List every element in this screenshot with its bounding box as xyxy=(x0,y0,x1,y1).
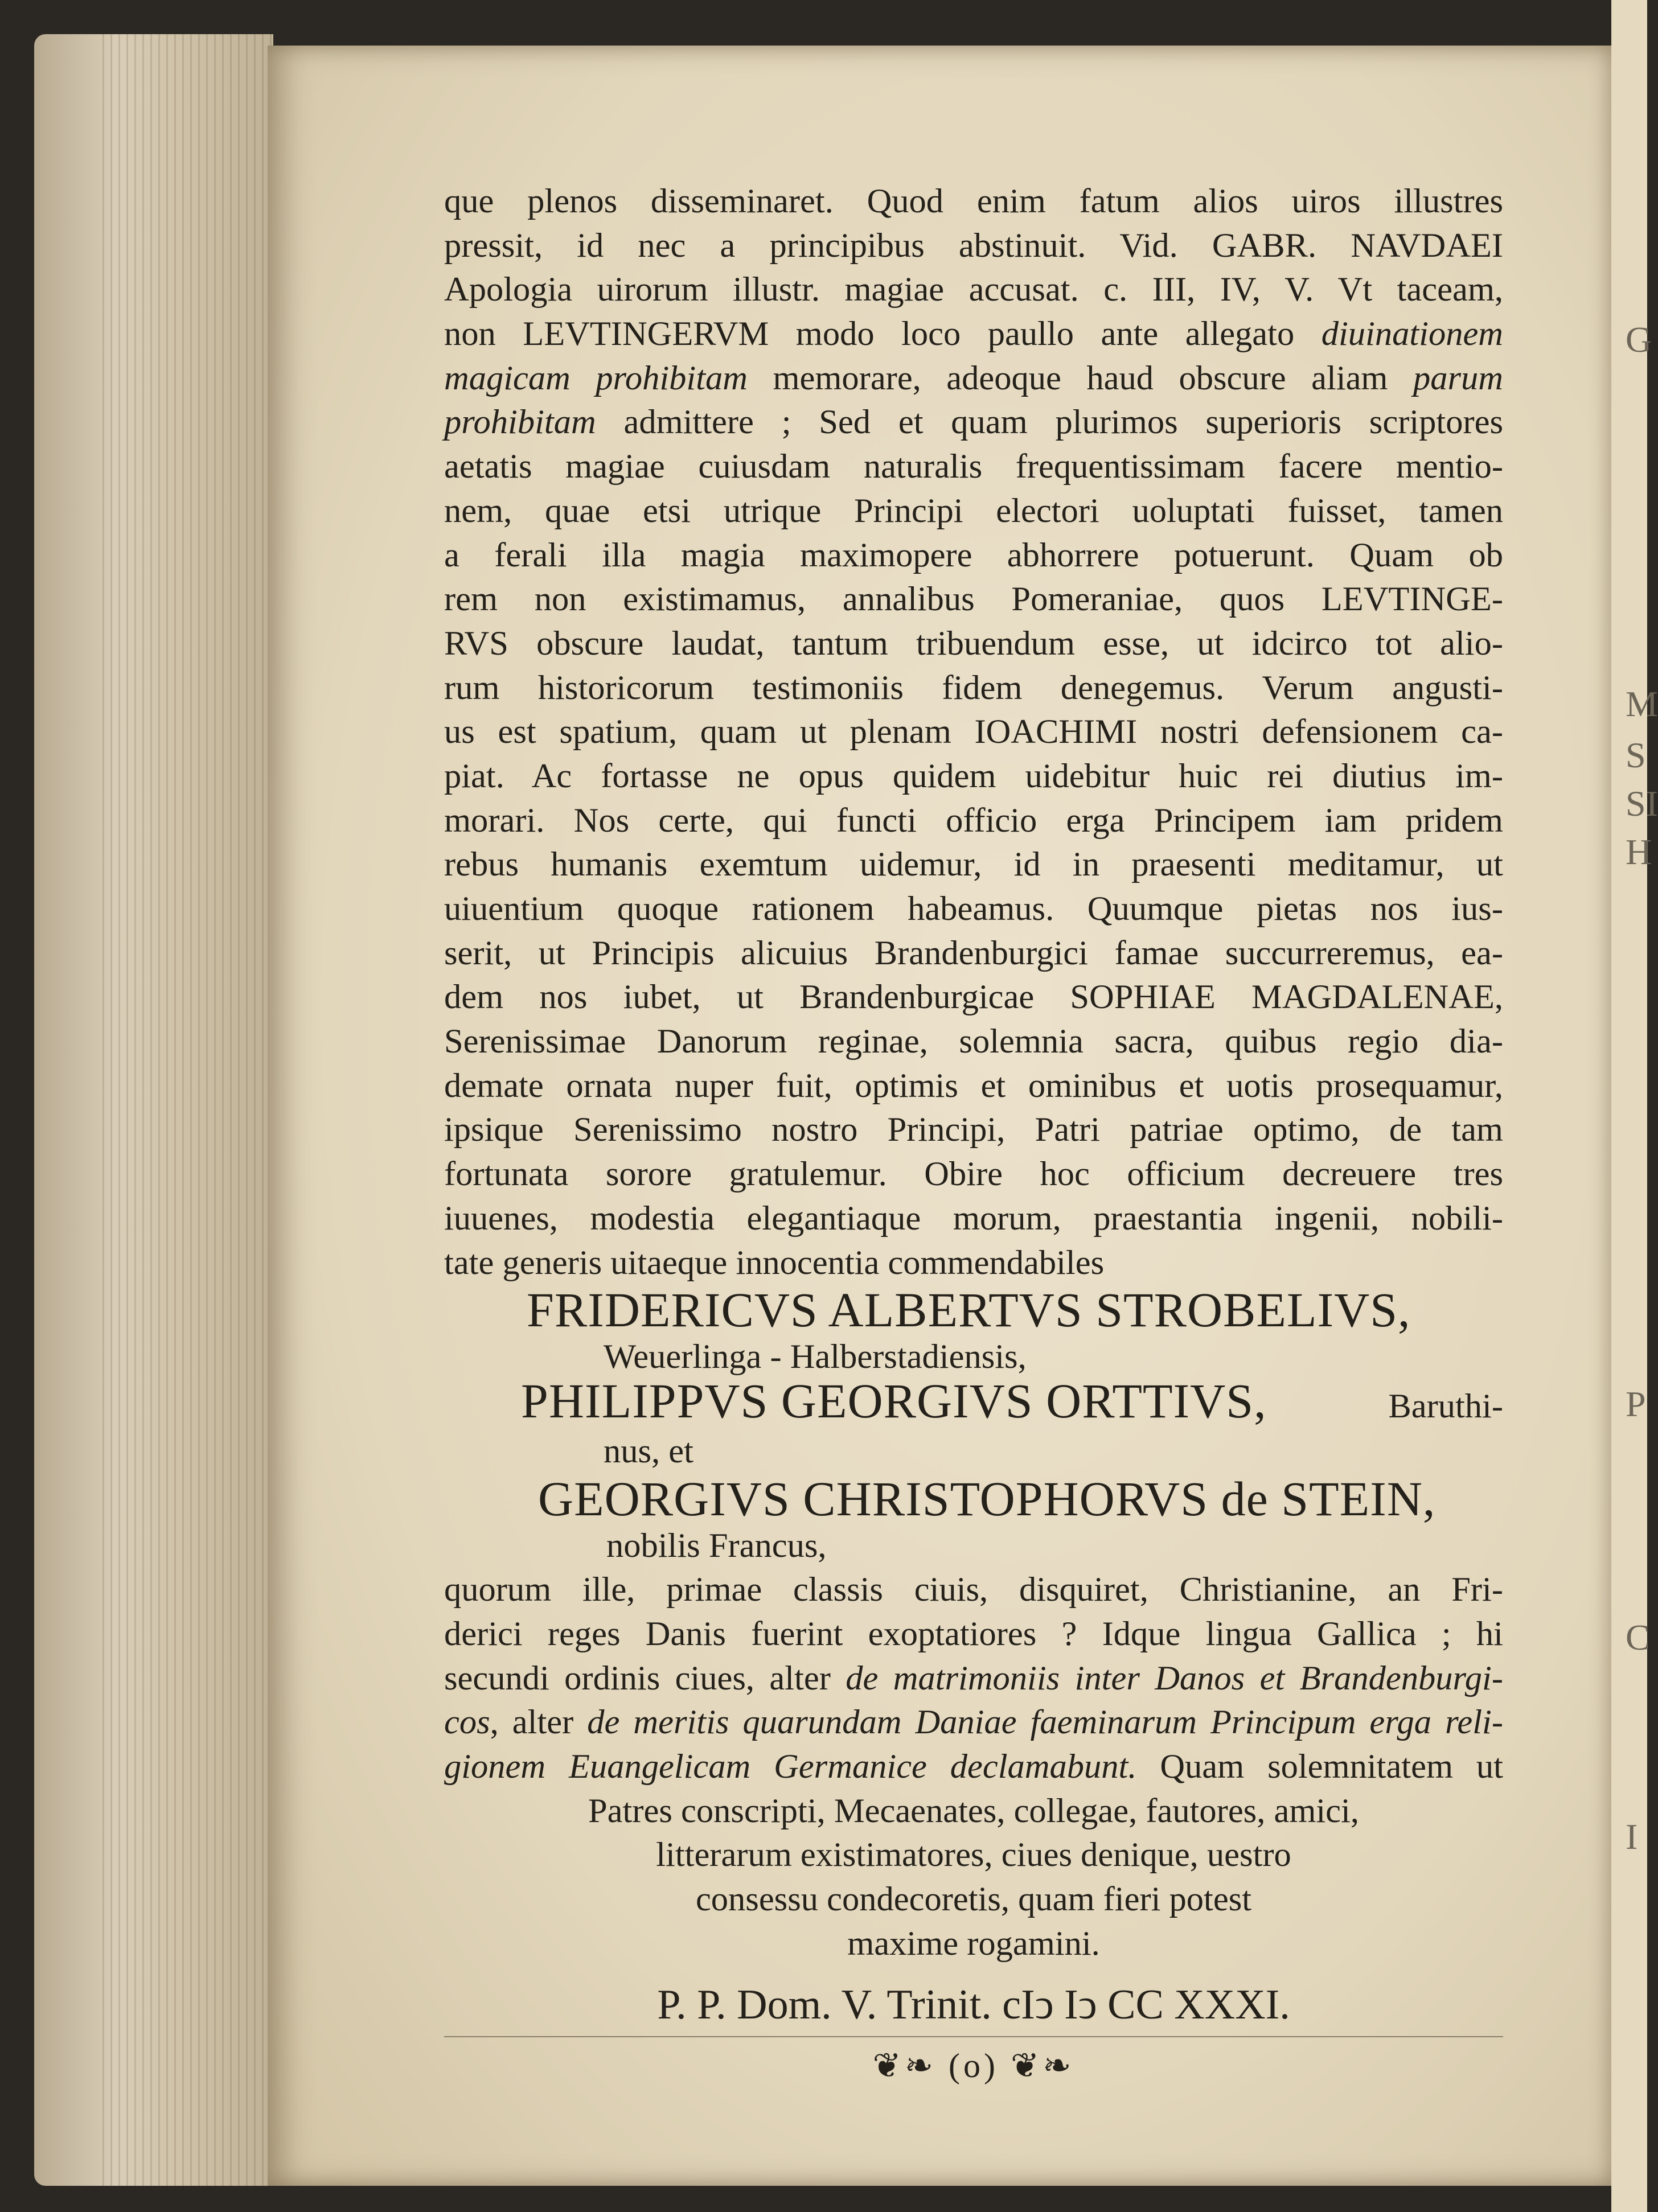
student-origin-1: Weuerlinga - Halberstadiensis, xyxy=(604,1338,1027,1376)
text-line: quorum ille, primae classis ciuis, disquiret, Christianine, an Fri- xyxy=(444,1570,1503,1609)
right-letter: H xyxy=(1626,832,1652,872)
text-line xyxy=(444,312,1503,356)
text-run: Quam solemnitatem ut xyxy=(1136,1748,1503,1786)
text-line: rem non existimamus, annalibus Pomeraniae, quos LEVTINGE- xyxy=(444,580,1503,619)
closing-line: litterarum existimatores, ciues denique, uestro xyxy=(656,1836,1291,1874)
right-letter: I xyxy=(1626,1816,1638,1857)
text-line: Serenissimae Danorum reginae, solemnia sacra, quibus regio dia- xyxy=(444,1022,1503,1061)
text-run: , alter xyxy=(490,1703,588,1742)
text-line: que plenos disseminaret. Quod enim fatum alios uiros illustres xyxy=(444,182,1503,220)
book-page-edges xyxy=(34,34,273,2186)
text-line xyxy=(444,1700,1503,1745)
text-line: rum historicorum testimoniis fidem denegemus. Verum angusti- xyxy=(444,668,1503,707)
italic-run: gionem Euangelicam Germanice declamabunt. xyxy=(444,1748,1137,1786)
text-line: a ferali illa magia maximopere abhorrere potuerunt. Quam ob xyxy=(444,536,1503,574)
italic-run: prohibitam xyxy=(444,403,596,442)
text-line: morari. Nos certe, qui functi officio erga Principem iam pridem xyxy=(444,801,1503,840)
text-line: demate ornata nuper fuit, optimis et ominibus et uotis prosequamur, xyxy=(444,1066,1503,1105)
italic-run: de matrimoniis inter Danos et Brandenburgi- xyxy=(846,1659,1503,1697)
right-letter: SI xyxy=(1626,783,1658,824)
text-line: RVS obscure laudat, tantum tribuendum esse, ut idcirco tot alio- xyxy=(444,624,1503,663)
text-line: iuuenes, modestia elegantiaque morum, praestantia ingenii, nobili- xyxy=(444,1199,1503,1237)
text-line: aetatis magiae cuiusdam naturalis frequentissimam facere mentio- xyxy=(444,447,1503,486)
student-name-2: PHILIPPVS GEORGIVS ORTTIVS, xyxy=(521,1373,1267,1428)
text-line: ipsique Serenissimo nostro Principi, Patri patriae optimo, de tam xyxy=(444,1111,1503,1149)
student-row-2 xyxy=(444,1373,1503,1429)
text-run: memorare, adeoque haud obscure aliam xyxy=(747,359,1413,397)
right-letter: G xyxy=(1626,319,1652,360)
closing-line: consessu condecoretis, quam fieri potest xyxy=(695,1880,1252,1919)
right-letter: S xyxy=(1626,735,1646,775)
closing-line: Patres conscripti, Mecaenates, collegae, fautores, amici, xyxy=(588,1791,1359,1830)
ornament-icon: ❦❧ (o) ❦❧ xyxy=(872,2047,1075,2085)
student-origin-3: nobilis Francus, xyxy=(606,1526,827,1565)
text-line: pressit, id nec a principibus abstinuit. Vid. GABR. NAVDAEI xyxy=(444,226,1503,265)
text-line: derici reges Danis fuerint exoptatiores ? Idque lingua Gallica ; hi xyxy=(444,1614,1503,1653)
text-line: uiuentium quoque rationem habeamus. Quumque pietas nos ius- xyxy=(444,890,1503,928)
italic-run: magicam prohibitam xyxy=(444,359,748,397)
text-line: piat. Ac fortasse ne opus quidem uidebitur huic rei diutius im- xyxy=(444,756,1503,795)
text-line: rebus humanis exemtum uidemur, id in praesenti meditamur, ut xyxy=(444,845,1503,884)
text-line: Apologia uirorum illustr. magiae accusat. c. III, IV, V. Vt taceam, xyxy=(444,270,1503,309)
text-run: secundi ordinis ciues, alter xyxy=(444,1659,846,1697)
student-name-3: GEORGIVS CHRISTOPHORVS de STEIN, xyxy=(538,1471,1436,1526)
student-name-1: FRIDERICVS ALBERTVS STROBELIVS, xyxy=(527,1282,1411,1338)
italic-run: parum xyxy=(1413,359,1503,397)
closing-line: maxime rogamini. xyxy=(847,1924,1100,1963)
right-letter: C xyxy=(1626,1617,1650,1658)
text-line xyxy=(444,1656,1503,1701)
italic-run: de meritis quarundam Daniae faeminarum Principum erga reli- xyxy=(587,1703,1503,1742)
text-line xyxy=(444,400,1503,445)
text-line: us est spatium, quam ut plenam IOACHIMI nostri defensionem ca- xyxy=(444,713,1503,751)
text-line xyxy=(444,356,1503,401)
student-origin-2b: nus, et xyxy=(604,1432,693,1470)
text-line: dem nos iubet, ut Brandenburgicae SOPHIAE MAGDALENAE, xyxy=(444,978,1503,1017)
italic-run: cos xyxy=(444,1703,490,1742)
text-run: non LEVTINGERVM modo loco paullo ante allegato xyxy=(444,315,1322,353)
body-text xyxy=(444,179,1503,2094)
italic-run: diuinationem xyxy=(1321,315,1503,353)
text-line xyxy=(444,1745,1503,1789)
text-line: tate generis uitaeque innocentia commendabiles xyxy=(444,1243,1105,1282)
text-line: nem, quae etsi utrique Principi electori uoluptati fuisset, tamen xyxy=(444,491,1503,530)
publication-date: P. P. Dom. V. Trinit. cIↄ Iↄ CC XXXI. xyxy=(657,1981,1290,2029)
right-letter: M xyxy=(1626,684,1658,724)
text-line: fortunata sorore gratulemur. Obire hoc officium decreuere tres xyxy=(444,1155,1503,1194)
text-line: serit, ut Principis alicuius Brandenburgici famae succurreremus, ea- xyxy=(444,934,1503,972)
student-origin-2a: Baruthi- xyxy=(1388,1387,1503,1425)
right-letter: P xyxy=(1626,1384,1646,1424)
text-run: admittere ; Sed et quam plurimos superioris scriptores xyxy=(596,403,1503,442)
